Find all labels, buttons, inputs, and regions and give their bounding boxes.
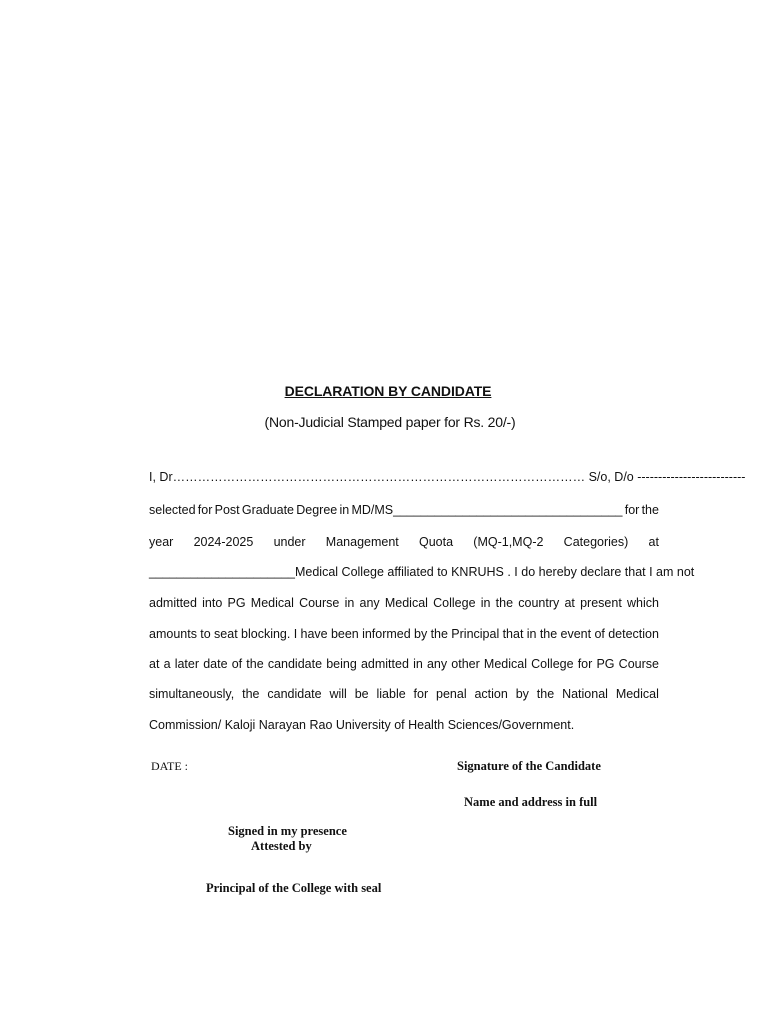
body-word: of [594,627,605,641]
body-word: to [200,627,211,641]
body-line-3 [149,533,659,551]
body-line-6 [149,625,659,643]
body-word: at [648,535,659,549]
body-word: will [329,687,347,701]
body-word: year [149,535,174,549]
body-word: at [149,657,160,671]
signature-label: Signature of the Candidate [457,759,601,773]
body-word: by [414,627,428,641]
body-word: be [354,687,369,701]
body-word: event [560,627,592,641]
body-word: for [197,503,213,517]
body-word: seat [214,627,238,641]
body-word: for [413,687,429,701]
body-word: the [641,503,659,517]
principal-label: Principal of the College with seal [206,881,382,895]
body-word: Principal [451,627,500,641]
body-word: Course [299,596,340,610]
body-word: admitted [360,657,409,671]
body-word: the [539,627,558,641]
body-word: blocking. [241,627,291,641]
attested-label: Attested by [251,839,312,853]
body-word: in [413,657,423,671]
body-line-4: _____________________Medical College affiliated to KNRUHS . I do hereby declare that I am not [149,565,695,579]
body-word: simultaneously, [149,687,235,701]
body-word: MD/MS_________________________________ [351,503,623,517]
body-word: a [163,657,171,671]
body-word: any [359,596,380,610]
body-word: National [562,687,608,701]
body-word: have [300,627,328,641]
body-word: country [518,596,560,610]
body-word: for [577,657,593,671]
body-word: candidate [267,657,323,671]
body-word: been [330,627,359,641]
body-word: Medical [615,687,659,701]
signed-presence-label: Signed in my presence [228,824,347,838]
body-word: liable [376,687,406,701]
document-subtitle: (Non-Judicial Stamped paper for Rs. 20/-) [264,414,516,430]
body-word: Medical [250,596,294,610]
body-word: of [231,657,243,671]
body-line-8 [149,685,659,703]
body-word: Quota [419,535,454,549]
body-word: in [480,596,491,610]
body-word: Medical [483,657,527,671]
body-word: the [536,687,555,701]
body-line-9: Commission/ Kaloji Narayan Rao University of Health Sciences/Government. [149,718,575,732]
body-word: being [326,657,357,671]
body-line-5 [149,594,659,612]
body-word: Course [618,657,659,671]
body-word: at [564,596,575,610]
body-word: the [242,687,260,701]
body-word: the [495,596,514,610]
body-word: action [474,687,508,701]
body-word: Graduate [241,503,294,517]
body-word: by [515,687,529,701]
body-line-2 [149,501,659,519]
body-word: present [580,596,622,610]
body-word: for [624,503,640,517]
body-word: in [339,503,350,517]
body-word: that [502,627,524,641]
document-title: DECLARATION BY CANDIDATE [284,383,492,399]
body-word: which [627,596,659,610]
body-word: into [202,596,223,610]
body-word: informed [362,627,411,641]
body-word: Medical [384,596,428,610]
date-label: DATE : [151,759,188,773]
body-word: College [531,657,574,671]
body-word: Post [214,503,240,517]
body-word: PG [227,596,246,610]
body-word: date [203,657,228,671]
body-word: admitted [149,596,197,610]
body-word: under [273,535,306,549]
body-word: Degree [296,503,338,517]
body-word: in [526,627,537,641]
body-word: selected [149,503,196,517]
body-line-1: I, Dr……………………………………………………………………………………… S/o, D/o -------------------------- [149,470,746,484]
body-word: (MQ-1,MQ-2 [473,535,544,549]
body-word: College [433,596,476,610]
name-address-label: Name and address in full [464,795,598,809]
body-word: other [451,657,480,671]
body-word: Categories) [563,535,629,549]
body-word: later [174,657,200,671]
body-word: Management [325,535,399,549]
body-word: detection [608,627,659,641]
body-word: I [293,627,298,641]
body-word: candidate [267,687,322,701]
body-line-7 [149,655,659,673]
body-word: in [344,596,355,610]
body-word: penal [436,687,467,701]
body-word: 2024-2025 [193,535,254,549]
body-word: the [430,627,448,641]
body-word: PG [596,657,615,671]
body-word: amounts [149,627,197,641]
body-word: the [246,657,264,671]
body-word: any [426,657,448,671]
